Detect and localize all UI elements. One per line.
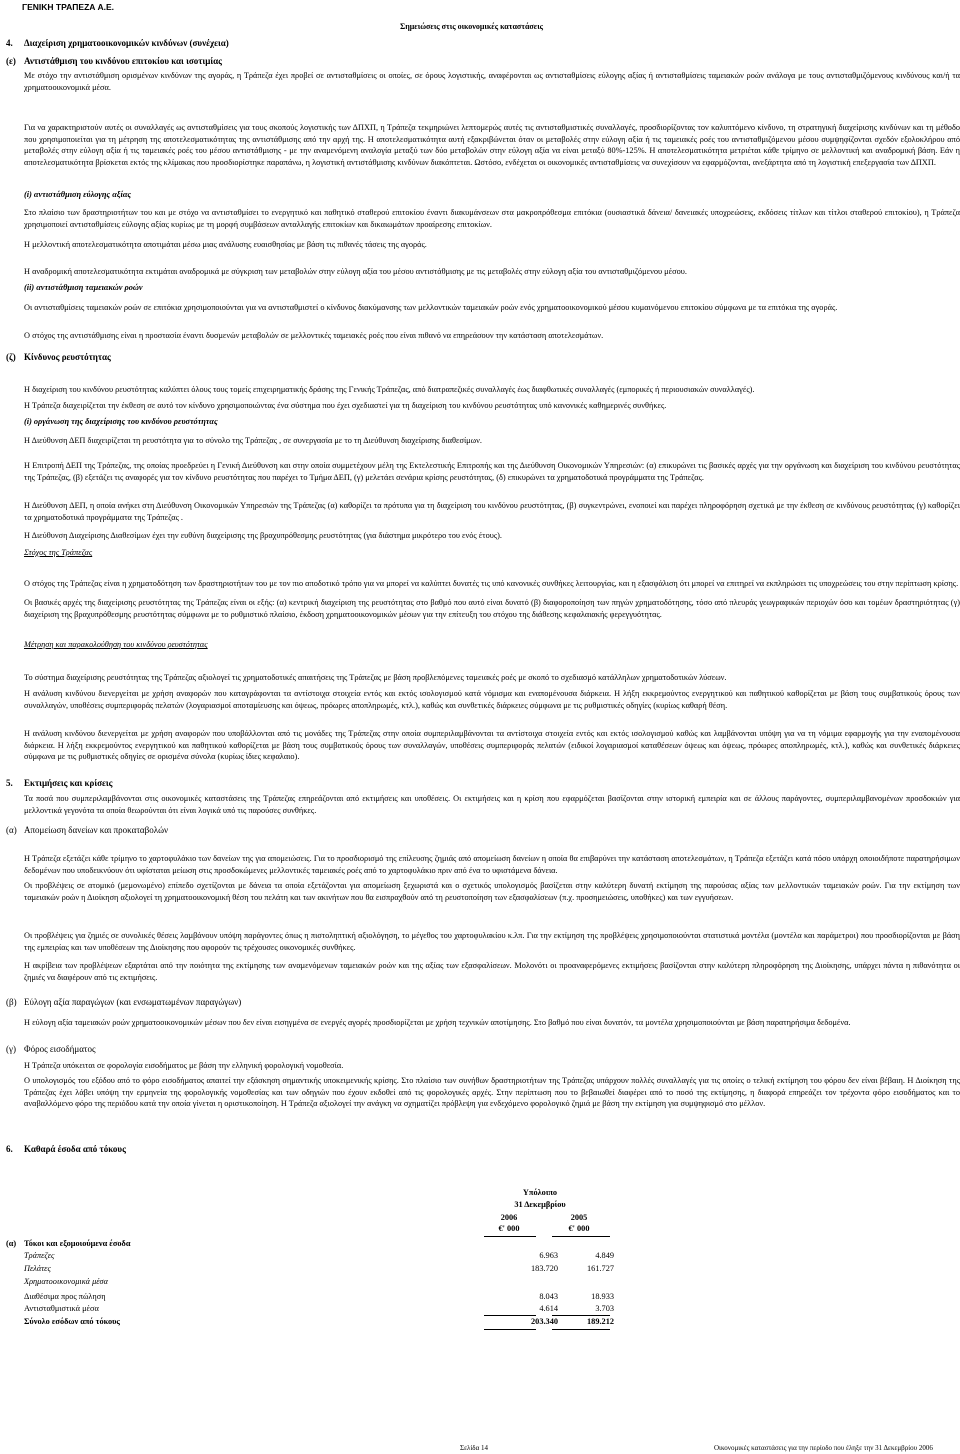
table-header-balance: Υπόλοιπο — [522, 1188, 558, 1197]
paragraph: Η αναδρομική αποτελεσματικότητα εκτιμάται αναδρομικά με σύγκριση των μεταβολών στην εύλογη αξία του μέσου αντιστάθμισης με τις μεταβολές στην εύλογη αξία του αντισταθμιζόμενου μέσου. — [24, 267, 687, 276]
total-value-2005: 189.212 — [587, 1317, 614, 1326]
subheading-cash-flow: (ii) αντιστάθμιση ταμειακών ροών — [24, 283, 143, 292]
section-mark: (α) — [6, 825, 17, 835]
table-total-row — [24, 1317, 614, 1328]
paragraph: Η Τράπεζα διαχειρίζεται την έκθεση σε αυτό τον κίνδυνο χρησιμοποιώντας ένα σύστημα που έχει σχεδιαστεί για τη διαχείριση του κινδύνου ρευστότητας υπό κανονικές καθημερινές συνθήκες. — [24, 401, 667, 410]
paragraph: Η μελλοντική αποτελεσματικότητα αποτιμάται μέσω μιας ανάλυσης ευαισθησίας με βάση τις πιθανές τάσεις της αγοράς. — [24, 240, 427, 249]
section-title: Αντιστάθμιση του κινδύνου επιτοκίου και ισοτιμίας — [24, 56, 222, 66]
paragraph: Η Διεύθυνση ΔΕΠ, η οποία ανήκει στη Διεύθυνση Οικονομικών Υπηρεσιών της Τράπεζας (α) καθορίζει τα πρότυπα για τη διαχείριση του κινδύνου ρευστότητας, (β) συγκεντρώνει, ενοποιεί και παρέχει πληροφόρηση σχετικά με την έκθεση σε κινδύνους ρευστότητας (γ) καθορίζει τα χρηματοδοτικά προγράμματα της Τράπεζας . — [24, 501, 960, 522]
row-value-2005: 4.849 — [595, 1251, 614, 1260]
paragraph: Οι βασικές αρχές της διαχείρισης ρευστότητας της Τράπεζας είναι οι εξής: (α) κεντρική διαχείριση της ρευστότητας στο βαθμό που αυτό είναι δυνατό (β) διαφοροποίηση των πηγών χρηματοδότησης, τόσο από πλευράς γεωγραφικών περιοχών όσο και τομέων δραστηριότητας (γ) διαχείριση της βραχυπρόθεσμης ρευστότητας σύμφωνα με το ρυθμιστικό πλαίσιο, έκδοση χρηματοοικονομικών μέσων για την επίτευξη του στόχου της διάθεσης κεφαλαιακής φερεγγυότητας. — [24, 598, 960, 619]
paragraph: Η ακρίβεια των προβλέψεων εξαρτάται από την ποιότητα της εκτίμησης των αναμενόμενων ταμειακών ροών και της αξίας των εξασφαλίσεων. Μολονότι οι προαναφερόμενες εκτιμήσεις βασίζονται στην καλύτερη πληροφόρηση της Διοίκησης, υπάρχει πάντα η πιθανότητα οι ζημιές να διαφέρουν από τις εκτιμήσεις. — [24, 961, 960, 982]
section-6-heading — [6, 1144, 126, 1154]
paragraph: Οι προβλέψεις σε ατομικό (μεμονωμένο) επίπεδο σχετίζονται με δάνεια τα οποία εξετάζονται για απομείωση ξεχωριστά και ο σχετικός υπολογισμός βασίζεται στην καλύτερη δυνατή εκτίμηση της παρούσας αξίας των μελλοντικών ταμειακών ροών. Για την εκτίμηση των ταμειακών ροών η Διοίκηση αξιολογεί τη χρηματοοικονομική θέση του πελάτη και των ακινήτων που θα εισπραχθούν από τη ρευστοποίηση των εξασφαλίσεων (π.χ. προσημειώσεις, υποθήκες) και των εγγυήσεων. — [24, 881, 960, 902]
paragraph: Ο υπολογισμός του εξόδου από το φόρο εισοδήματος απαιτεί την εξάσκηση σημαντικής υποκειμενικής κρίσης. Στο πλαίσιο των συνήθων δραστηριοτήτων της Τράπεζας υπάρχουν πολλές συναλλαγές για τις οποίες ο τελική εκτίμηση του φόρου δεν είναι βέβαιη. Η Διοίκηση της Τράπεζας έχει λάβει υπόψη την ερμηνεία της φορολογικής νομοθεσίας και των οδηγιών που έχουν εκδοθεί από τις φορολογικές αρχές. Στην περίπτωση που το βεβαιωθεί διαφέρει από το ποσό της εκτίμησης, η διαφορά επηρεάζει τον τρέχοντα φόρο εισοδήματος και το αναβαλλόμενο φόρο της περιόδου κατά την οποία γίνεται η οριστικοποίηση. Η Τράπεζα αξιολογεί την ανάγκη να σχηματίζει πρόβλεψη για ενδεχόμενο φορολογικό ζημιά με βάση την εκτίμηση για συμψηφισμό στο μέλλον. — [24, 1076, 960, 1109]
section-title: Απομείωση δανείων και προκαταβολών — [24, 825, 169, 835]
row-value-2006: 6.963 — [539, 1251, 558, 1260]
header-title: Σημειώσεις στις οικονομικές καταστάσεις — [400, 22, 544, 31]
paragraph: Οι αντισταθμίσεις ταμειακών ροών σε επιτόκια χρησιμοποιούνται για να αντισταθμιστεί ο κίνδυνος διακύμανσης των μελλοντικών ταμειακών ροών ενός χρηματοοικονομικού μέσου κυμαινόμενου επιτοκίου σύμφωνα με τα επιτόκια της αγοράς. — [24, 303, 838, 312]
row-value-2006: 4.614 — [539, 1304, 558, 1313]
section-b-heading — [6, 997, 241, 1007]
paragraph: Για να χαρακτηριστούν αυτές οι συναλλαγές ως αντισταθμίσεις για τους σκοπούς λογιστικής των ΔΠΧΠ, η Τράπεζα τεκμηριώνει λεπτομερώς αυτές τις αντισταθμιστικές συναλλαγές, προσδιορίζοντας τον καλυπτόμενο κίνδυνο, τη στρατηγική διαχείρισης κινδύνων και τη μέθοδο που χρησιμοποιείται για τη μέτρηση της αποτελεσματικότητας της αντιστάθμισης από την αρχή της. Η αποτελεσματικότητα αυτή εξακριβώνεται όταν οι μεταβολές στην εύλογη αξία ή τις ταμειακές ροές του αντισταθμιζόμενου μέσου συμψηφίζονται σχεδόν εξολοκλήρου από μεταβολές στην εύλογη αξία ή τις ταμειακές ροές του μέσου αντιστάθμισης - με την αναμενόμενη αναλογία μεταξύ των δύο μεταβολών στην εύλογη αξία να είναι μεταξύ 80%-125%. Η αποτελεσματικότητα μετριέται κάθε τρίμηνο σε μελλοντική και αναδρομική βάση. Εάν η αποτελεσματικότητα βρίσκεται εκτός της κλίμακας που προσδιορίστηκε παραπάνω, η λογιστική αντιστάθμισης κινδύνων διακόπτεται. Ωστόσο, ενδέχεται οι οικονομικές αντισταθμίσεις να συνεχίσουν να εφαρμόζονται, ανεξάρτητα από τη λογιστική επεξεργασία των ΔΠΧΠ. — [24, 123, 960, 167]
paragraph: Η ανάλυση κινδύνου διενεργείται με χρήση αναφορών που καταγράφονται τα αντίστοιχα στοιχεία εντός και εκτός ισολογισμού κατά νόμισμα και εναπομένουσα διάρκεια. Η λήξη εκκρεμούντος ενεργητικού και παθητικού καθορίζεται με βάση τους συμβατικούς όρους των συναλλαγών, υποθέσεις συμπεριφοράς πελατών (λογαριασμοί αποταμίευσης και όψεως, πρόωρες αποπληρωμές, κτλ.), καθώς και συνθετικές διάρκειες σύμφωνα με τις ρυθμιστικές οδηγίες (κυρίως καθαρή θέση. — [24, 689, 960, 710]
bank-name: ΓΕΝΙΚΗ ΤΡΑΠΕΖΑ Α.Ε. — [22, 2, 115, 12]
section-a-heading — [6, 825, 168, 835]
paragraph: Με στόχο την αντιστάθμιση ορισμένων κινδύνων της αγοράς, η Τράπεζα έχει προβεί σε αντισταθμίσεις οι οποίες, σε όρους λογιστικής, αναφέρονται ως αντισταθμίσεις εύλογης αξίας ή αντισταθμίσεις ταμειακών ροών ανάλογα με τους αντισταθμιζόμενους κινδύνους και/ή τα χρηματοοικονομικά μέσα. — [24, 71, 960, 92]
table-row — [24, 1251, 614, 1262]
section-title: Εύλογη αξία παραγώγων (και ενσωματωμένων παραγώγων) — [24, 997, 242, 1007]
total-rule — [552, 1315, 610, 1316]
section-title: Φόρος εισοδήματος — [24, 1044, 96, 1054]
paragraph: Τα ποσά που συμπεριλαμβάνονται στις οικονομικές καταστάσεις της Τράπεζας επηρεάζονται από εκτιμήσεις και υποθέσεις. Οι εκτιμήσεις και η κρίση που εφαρμόζεται βασίζονται στην ιστορική εμπειρία και σε άλλους παράγοντες, συμπεριλαμβανομένων προσδοκιών για μελλοντικά γεγονότα τα οποία θεωρούνται ότι είναι λογικά υπό τις παρούσες συνθήκες. — [24, 794, 960, 815]
section-title: Κίνδυνος ρευστότητας — [24, 352, 111, 362]
paragraph: Το σύστημα διαχείρισης ρευστότητας της Τράπεζας αξιολογεί τις χρηματοδοτικές απαιτήσεις της Τράπεζας με βάση προβλεπόμενες ταμειακές ροές με σκοπό το σχεδιασμό κατάλληλων χρηματοδοτικών λύσεων. — [24, 673, 727, 682]
section-mark: (ε) — [6, 56, 16, 66]
table-row — [24, 1264, 614, 1275]
section-4-heading — [6, 38, 229, 48]
paragraph: Η Τράπεζα εξετάζει κάθε τρίμηνο το χαρτοφυλάκιο των δανείων της για απομειώσεις. Για το προσδιορισμό της επίλευσης ζημιάς από απομείωση δανείων η οποία θα επιβαρύνει την κατάσταση αποτελεσμάτων, η Τράπεζα εξετάζει κατά πόσο υπάρχη οποιοιδήποτε παρατηρήσιμων δεδομένων που υποδεικνύουν ότι υφίσταται μείωση στις προσδοκώμενες μελλοντικές ταμειακές ροές από το χαρτοφυλάκιο πριν από ένα το υφιστάμενα δάνεια. — [24, 854, 960, 875]
paragraph: Η ανάλυση κινδύνου διενεργείται με χρήση αναφορών που υποβάλλονται από τις μονάδες της Τράπεζας στην οποία συμπεριλαμβάνονται τα αντίστοιχα στοιχεία εντός και εκτός ισολογισμού καθώς και λαμβάνονται υπόψη για να τη νόμιμα εφαρμογής για την εναπομένουσα διάρκεια. Η λήξη εκκρεμούντος ενεργητικού και παθητικού καθορίζεται με βάση τους συμβατικούς όρους των συναλλαγών, υποθέσεις συμπεριφοράς πελατών (ειδικοί λογαριασμοί καταθέσεων όψεως και όψεως, πρόωρες αποπληρωμές, κτλ.), καθώς και συνθετικές διάρκειες σύμφωνα με τις ρυθμιστικές οδηγίες σε ορισμένα σύνολα (κυρίως ίδιες κεφαλαιο). — [24, 729, 960, 762]
section-number: 4. — [6, 38, 13, 48]
table-unit-2005: €' 000 — [568, 1224, 590, 1233]
paragraph: Ο στόχος της Τράπεζας είναι η χρηματοδότηση των δραστηριοτήτων του με τον πιο αποδοτικό τρόπο για να μπορεί να καλύπτει δυνατές τις υπό κανονικές συνθήκες λειτουργίας, και η εξασφάλιση ότι μπορεί να επιτηρεί να εκπληρώσει τις υποχρεώσεις του στην περίπτωση κρίσης. — [24, 579, 959, 588]
row-value-2005: 18.933 — [591, 1292, 614, 1301]
total-rule — [484, 1315, 536, 1316]
table-section-mark: (α) — [6, 1239, 17, 1248]
total-double-rule — [484, 1329, 536, 1330]
section-5-heading — [6, 778, 112, 788]
paragraph: Η διαχείριση του κινδύνου ρευστότητας καλύπτει όλους τους τομείς επιχειρηματικής δράσης της Γενικής Τράπεζας, από διατραπεζικές συναλλαγές έως διαφθωτικές συναλλαγές (εμπορικές ή περιουσιακών συναλλαγές). — [24, 385, 755, 394]
subheading-measurement: Μέτρηση και παρακολούθηση του κινδύνου ρευστότητας — [24, 640, 208, 649]
section-z-heading — [6, 352, 111, 362]
table-col-2006: 2006 — [500, 1213, 518, 1222]
paragraph: Η εύλογη αξία ταμειακών ροών χρηματοοικονομικών μέσων που δεν είναι εισηγμένα σε ενεργές αγορές προσδιορίζεται με χρήση τεχνικών αποτίμησης. Στο βαθμό που είναι δυνατόν, τα μοντέλα χρησιμοποιούνται με βάση παρατηρήσιμα δεδομένα. — [24, 1018, 851, 1027]
section-number: 6. — [6, 1144, 13, 1154]
total-value-2006: 203.340 — [531, 1317, 558, 1326]
section-mark: (γ) — [6, 1044, 16, 1054]
section-number: 5. — [6, 778, 13, 788]
row-value-2006: 183.720 — [531, 1264, 558, 1273]
paragraph: Στο πλαίσιο των δραστηριοτήτων του και με στόχο να αντισταθμίσει το ενεργητικό και παθητικό σταθερού επιτοκίου έναντι διακυμάνσεων στα μακροπρόθεσμα επιτόκια (ουσιαστικά δάνεια/ δανειακές υποχρεώσεις, εκδόσεις τίτλων και τίτλοι σταθερού επιτοκίου), η Τράπεζα χρησιμοποιεί αντισταθμίσεις εύλογης αξίας κυρίως με τη μορφή συμβάσεων ανταλλαγής επιτοκίων και δικαιωμάτων προαίρεσης επιτοκίων. — [24, 208, 960, 229]
table-row — [24, 1292, 614, 1303]
section-title: Διαχείριση χρηματοοικονομικών κινδύνων (συνέχεια) — [24, 38, 229, 48]
subheading-bank-target: Στόχος της Τράπεζας — [24, 548, 93, 557]
section-mark: (β) — [6, 997, 17, 1007]
row-value-2006: 8.043 — [539, 1292, 558, 1301]
row-label: Χρηματοοικονομικά μέσα — [24, 1277, 108, 1286]
table-unit-2006: €' 000 — [498, 1224, 520, 1233]
row-label: Πελάτες — [24, 1264, 51, 1273]
paragraph: Η Τράπεζα υπόκειται σε φορολογία εισοδήματος με βάση την ελληνική φορολογική νομοθεσία. — [24, 1061, 344, 1070]
header-underline — [552, 1236, 610, 1237]
subheading-liquidity-org: (i) οργάνωση της διαχείρισης του κινδύνου ρευστότητας — [24, 417, 218, 426]
table-section-title: Τόκοι και εξομοιούμενα έσοδα — [24, 1239, 131, 1248]
table-row — [24, 1277, 614, 1288]
section-title: Καθαρά έσοδα από τόκους — [24, 1144, 126, 1154]
row-label: Διαθέσιμα προς πώληση — [24, 1292, 106, 1301]
paragraph: Η Επιτροπή ΔΕΠ της Τράπεζας, της οποίας προεδρεύει η Γενική Διεύθυνση και στην οποία συμμετέχουν μέλη της Εκτελεστικής Επιτροπής και της Διεύθυνση Οικονομικών Υπηρεσιών: (α) επικυρώνει τις βασικές αρχές για την οργάνωση και διαχείριση του κινδύνου ρευστότητας της Τράπεζας, (β) εξετάζει τις αναφορές για τον κίνδυνο ρευστότητας που παρέχει το Τμήμα ΔΕΠ, (γ) μελετάει σενάρια κρίσης ρευστότητας, (δ) επικυρώνει τα χρηματοδοτικά προγράμματα της Τράπεζας. — [24, 461, 960, 482]
paragraph: Η Διεύθυνση ΔΕΠ διαχειρίζεται τη ρευστότητα για το σύνολο της Τράπεζας , σε συνεργασία με το τη Διεύθυνση διαχείρισης διαθεσίμων. — [24, 436, 482, 445]
total-double-rule — [552, 1329, 610, 1330]
row-value-2005: 161.727 — [587, 1264, 614, 1273]
section-mark: (ζ) — [6, 352, 16, 362]
subheading-fair-value: (i) αντιστάθμιση εύλογης αξίας — [24, 190, 132, 199]
row-value-2005: 3.703 — [595, 1304, 614, 1313]
section-title: Εκτιμήσεις και κρίσεις — [24, 778, 113, 788]
section-g-heading — [6, 1044, 96, 1054]
table-header-date: 31 Δεκεμβρίου — [514, 1200, 566, 1209]
table-row — [24, 1304, 614, 1315]
total-label: Σύνολο εσόδων από τόκους — [24, 1317, 120, 1326]
paragraph: Ο στόχος της αντιστάθμισης είναι η προστασία έναντι δυσμενών μεταβολών σε μελλοντικές ταμειακές ροές που είναι πιθανό να επηρεάσουν την κατάσταση αποτελεσμάτων. — [24, 331, 604, 340]
row-label: Τράπεζες — [24, 1251, 55, 1260]
paragraph: Η Διεύθυνση Διαχείρισης Διαθεσίμων έχει την ευθύνη διαχείρισης της βραχυπρόθεσμης ρευστότητας (για διάστημα μικρότερο του ενός έτους). — [24, 531, 502, 540]
table-col-2005: 2005 — [570, 1213, 588, 1222]
page-number: Σελίδα 14 — [460, 1444, 489, 1452]
row-label: Αντισταθμιστικά μέσα — [24, 1304, 99, 1313]
header-underline — [484, 1236, 536, 1237]
footer-caption: Οικονομικές καταστάσεις για την περίοδο που έληξε την 31 Δεκεμβρίου 2006 — [714, 1444, 933, 1452]
section-e-heading — [6, 56, 222, 66]
paragraph: Οι προβλέψεις για ζημιές σε συνολικές θέσεις λαμβάνουν υπόψη παράγοντες όπως η πιστοληπτική αξιολόγηση, το μέγεθος του χαρτοφυλακίου κ.λπ. Για την εκτίμηση της προβλέψεις χρησιμοποιούνται στατιστικά μοντέλα (μοντέλα και παράμετροι) που προσδιορίζονται με βάση της εμπειρίας και των υποθέσεων της Διοίκησης που αφορούν τις τρέχουσες οικονομικές συνθήκες. — [24, 931, 960, 952]
